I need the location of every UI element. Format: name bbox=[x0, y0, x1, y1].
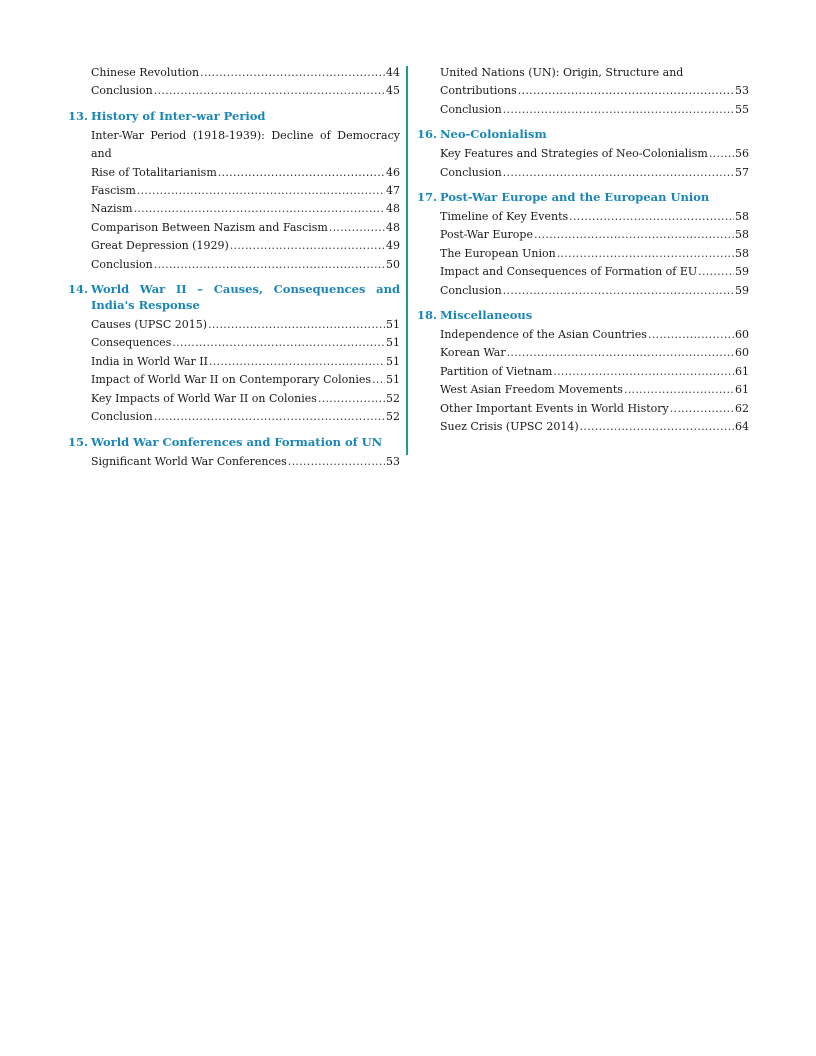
toc-entry[interactable]: Korean War ..... 60 bbox=[417, 344, 749, 362]
toc-entry[interactable]: Chinese Revolution ..... 44 bbox=[68, 64, 400, 82]
toc-entry[interactable]: Fascism ..... 47 bbox=[68, 182, 400, 200]
toc-entry[interactable]: Consequences ..... 51 bbox=[68, 334, 400, 352]
chapter-heading-13[interactable]: 13. History of Inter-war Period bbox=[68, 108, 266, 123]
toc-entry[interactable]: Rise of Totalitarianism ..... 46 bbox=[68, 164, 400, 182]
chapter-heading-17[interactable]: 17. Post-War Europe and the European Union bbox=[417, 190, 710, 205]
toc-entry[interactable]: India in World War II ..... 51 bbox=[68, 353, 400, 371]
toc-entry[interactable]: Key Features and Strategies of Neo-Colonialism ..... 56 bbox=[417, 145, 749, 163]
toc-entry[interactable]: Conclusion ..... 45 bbox=[68, 82, 400, 100]
column-divider bbox=[406, 66, 408, 455]
toc-entry[interactable]: Significant World War Conferences ..... 53 bbox=[68, 453, 400, 471]
toc-entry[interactable]: Conclusion ..... 57 bbox=[417, 164, 749, 182]
toc-entry[interactable]: Conclusion ..... 59 bbox=[417, 282, 749, 300]
chapter-heading-16[interactable]: 16. Neo-Colonialism bbox=[417, 127, 547, 142]
toc-entry[interactable]: Timeline of Key Events ..... 58 bbox=[417, 208, 749, 226]
toc-right-column bbox=[417, 64, 749, 437]
toc-entry[interactable]: Causes (UPSC 2015) ..... 51 bbox=[68, 316, 400, 334]
toc-entry[interactable]: Contributions ..... 53 bbox=[417, 82, 749, 100]
toc-entry[interactable]: Partition of Vietnam ..... 61 bbox=[417, 363, 749, 381]
toc-entry[interactable]: The European Union ..... 58 bbox=[417, 245, 749, 263]
toc-entry[interactable]: Great Depression (1929) ..... 49 bbox=[68, 237, 400, 255]
toc-entry[interactable]: Nazism ..... 48 bbox=[68, 200, 400, 218]
toc-entry[interactable]: Conclusion ..... 50 bbox=[68, 256, 400, 274]
toc-entry-line[interactable]: Inter-War Period (1918-1939): Decline of Democracy and bbox=[91, 128, 400, 161]
chapter-heading-14[interactable]: 14. World War II – Causes, Consequences and India's Response bbox=[68, 282, 400, 313]
toc-entry[interactable]: West Asian Freedom Movements ..... 61 bbox=[417, 381, 749, 399]
toc-entry[interactable]: Impact of World War II on Contemporary Colonies ..... 51 bbox=[68, 371, 400, 389]
toc-entry[interactable]: Key Impacts of World War II on Colonies ..... 52 bbox=[68, 390, 400, 408]
chapter-heading-18[interactable]: 18. Miscellaneous bbox=[417, 308, 533, 323]
toc-entry[interactable]: Comparison Between Nazism and Fascism ..... 48 bbox=[68, 219, 400, 237]
chapter-heading-15[interactable]: 15. World War Conferences and Formation of UN bbox=[68, 434, 383, 449]
toc-entry[interactable]: Impact and Consequences of Formation of EU ..... 59 bbox=[417, 263, 749, 281]
toc-entry[interactable]: Conclusion ..... 55 bbox=[417, 101, 749, 119]
toc-entry[interactable]: Conclusion ..... 52 bbox=[68, 408, 400, 426]
toc-entry-line[interactable]: United Nations (UN): Origin, Structure and bbox=[440, 66, 684, 79]
toc-entry[interactable]: Post-War Europe ..... 58 bbox=[417, 226, 749, 244]
toc-left-column bbox=[68, 64, 400, 471]
toc-entry[interactable]: Independence of the Asian Countries ..... 60 bbox=[417, 326, 749, 344]
toc-entry[interactable]: Suez Crisis (UPSC 2014) ..... 64 bbox=[417, 418, 749, 436]
toc-entry[interactable]: Other Important Events in World History ..... 62 bbox=[417, 400, 749, 418]
